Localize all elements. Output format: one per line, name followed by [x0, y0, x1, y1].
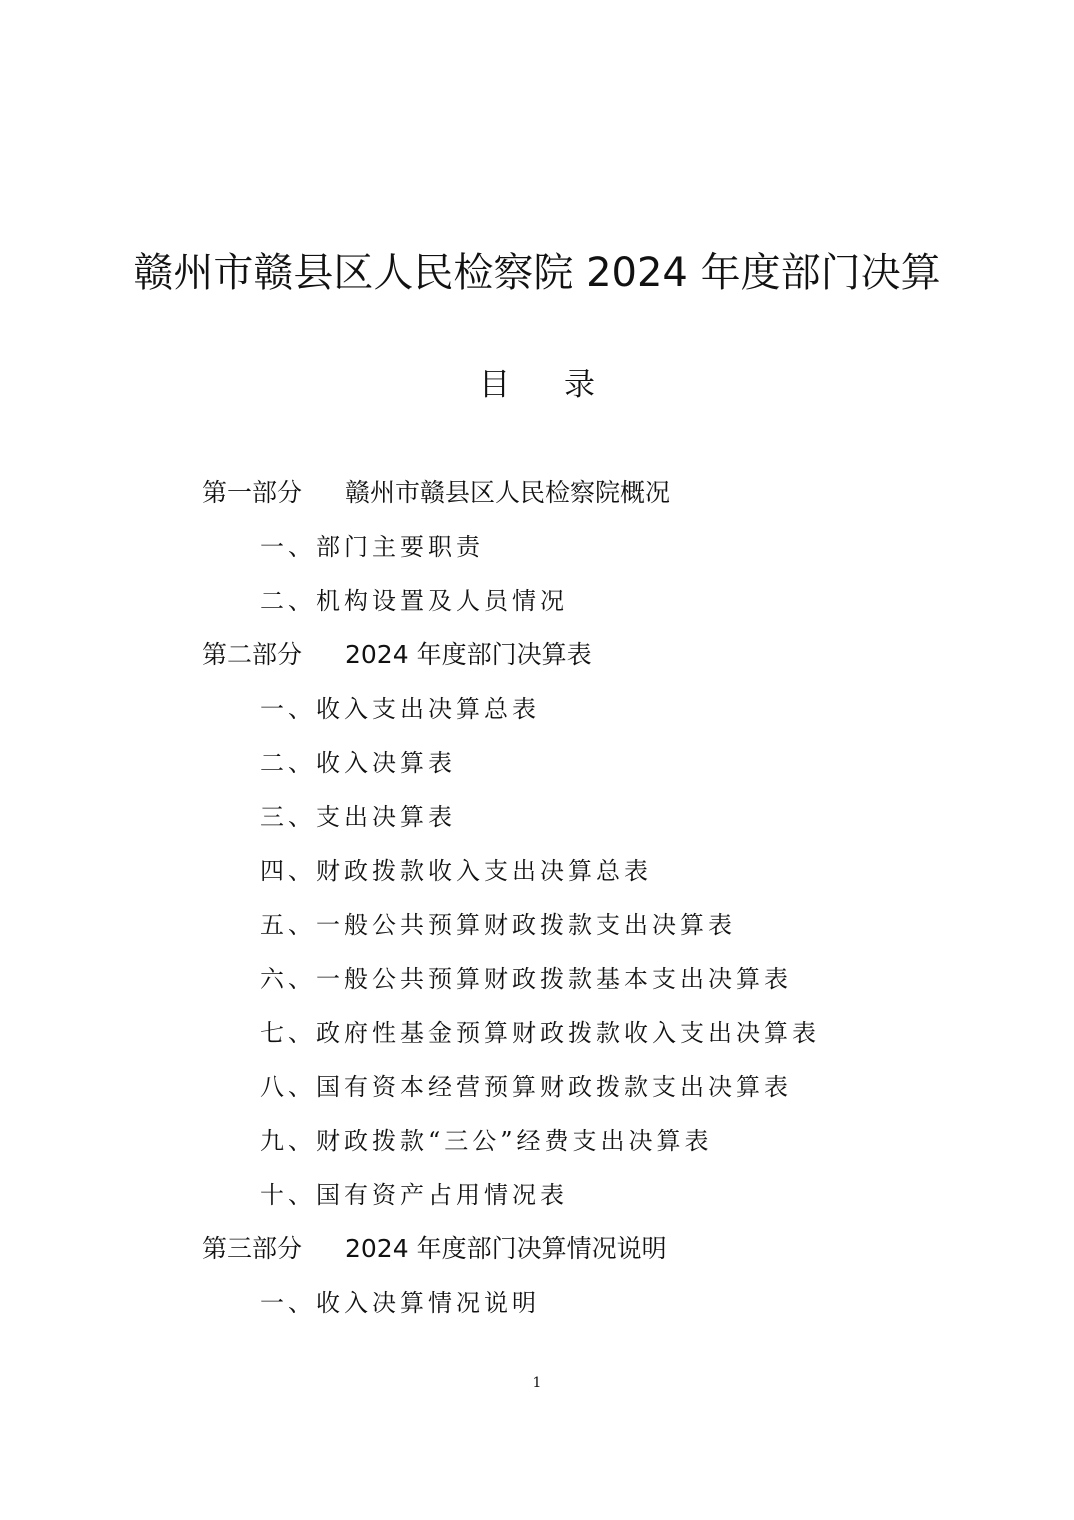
- toc-part-title: 2024 年度部门决算表: [345, 640, 592, 669]
- toc-item: 三、支出决算表: [260, 803, 456, 831]
- toc-item: 七、政府性基金预算财政拨款收入支出决算表: [260, 1019, 820, 1047]
- toc-part-title: 2024 年度部门决算情况说明: [345, 1234, 667, 1263]
- toc-item: 六、一般公共预算财政拨款基本支出决算表: [260, 965, 792, 993]
- toc-item: 五、一般公共预算财政拨款支出决算表: [260, 911, 736, 939]
- toc-item: 四、财政拨款收入支出决算总表: [260, 857, 652, 885]
- toc-heading-left: 目: [479, 367, 510, 403]
- toc-part-1: [0, 466, 1074, 520]
- toc-heading: [0, 364, 1074, 406]
- table-of-contents: [0, 466, 1074, 1330]
- toc-item: 八、国有资本经营预算财政拨款支出决算表: [260, 1073, 792, 1101]
- toc-item: 九、财政拨款“三公”经费支出决算表: [260, 1127, 713, 1155]
- toc-item: 十、国有资产占用情况表: [260, 1181, 568, 1209]
- toc-part-3: [0, 1222, 1074, 1276]
- toc-item: 一、部门主要职责: [260, 533, 484, 561]
- toc-part-title: 赣州市赣县区人民检察院概况: [345, 478, 671, 507]
- toc-item: 二、收入决算表: [260, 749, 456, 777]
- document-title: 赣州市赣县区人民检察院 2024 年度部门决算: [133, 250, 941, 296]
- toc-part-label: 第二部分: [202, 640, 303, 669]
- page-number: 1: [532, 1375, 542, 1391]
- toc-item: 二、机构设置及人员情况: [260, 587, 568, 615]
- toc-part-2: [0, 628, 1074, 682]
- toc-item: 一、收入决算情况说明: [260, 1289, 540, 1317]
- toc-part-label: 第三部分: [202, 1234, 303, 1263]
- toc-item: 一、收入支出决算总表: [260, 695, 540, 723]
- toc-heading-right: 录: [564, 367, 595, 403]
- toc-part-label: 第一部分: [202, 478, 303, 507]
